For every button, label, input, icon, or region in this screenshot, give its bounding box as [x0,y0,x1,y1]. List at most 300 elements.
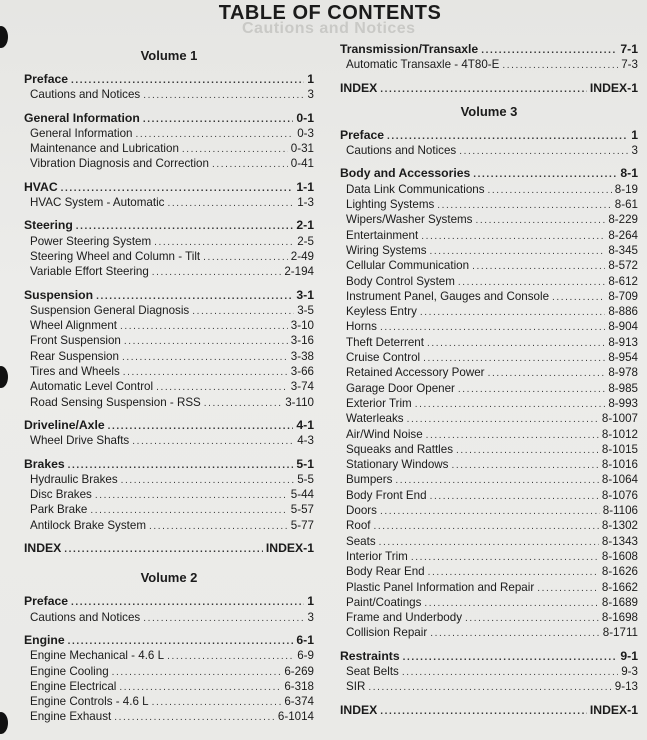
toc-label: SIR [346,680,366,694]
toc-entry [340,625,638,640]
toc-page-number: 5-5 [297,472,314,486]
volume-section [340,104,638,718]
toc-entry [340,427,638,442]
toc-entry [24,709,314,724]
toc-entry [340,396,638,411]
dot-leader [380,320,605,335]
toc-page-number: 6-1 [296,632,314,647]
toc-entry [24,502,314,517]
toc-label: General Information [30,126,133,140]
toc-label: Brakes [24,456,65,471]
toc-page-number: 2-194 [284,265,314,279]
toc-label: INDEX [24,541,62,556]
toc-page-number: INDEX-1 [589,80,638,95]
toc-entry [340,57,638,72]
toc-entry [340,182,638,197]
toc-label: INDEX [340,702,378,717]
toc-group [24,633,314,725]
toc-entry [24,664,314,679]
toc-entry [340,580,638,595]
toc-page-number: 3 [307,88,314,102]
toc-entry [340,442,638,457]
bleed-through-text: Cautions and Notices [242,20,416,37]
toc-label: Wiring Systems [346,243,427,257]
dot-leader [423,351,605,366]
toc-label: Wipers/Washer Systems [346,213,473,227]
toc-label: Engine Controls - 4.6 L [30,695,149,709]
toc-label: Retained Accessory Power [346,366,485,380]
toc-label: Garage Door Opener [346,381,455,395]
toc-entry [24,234,314,249]
toc-entry [24,249,314,264]
toc-label: Plastic Panel Information and Repair [346,580,535,594]
binder-hole [0,366,8,388]
dot-leader [112,665,282,680]
toc-page-number: 6-269 [284,664,314,678]
dot-leader [465,611,599,626]
toc-group [24,288,314,410]
toc-entry [340,411,638,426]
dot-leader [380,504,600,519]
dot-leader [472,259,605,274]
dot-leader [488,366,606,381]
toc-label: Hydraulic Brakes [30,472,118,486]
toc-entry [24,487,314,502]
toc-label: Engine Mechanical - 4.6 L [30,649,165,663]
toc-label: Antilock Brake System [30,518,146,532]
toc-label: Variable Effort Steering [30,265,149,279]
toc-page-number: INDEX-1 [265,541,314,556]
toc-group [340,128,638,159]
toc-label: Air/Wind Noise [346,427,423,441]
dot-leader [456,443,599,458]
toc-label: Maintenance and Lubrication [30,142,179,156]
toc-page-number: 8-345 [608,243,638,257]
toc-page-number: 8-61 [614,198,638,212]
toc-section-heading [24,633,314,648]
toc-page-number: 2-5 [297,234,314,248]
dot-leader [488,183,612,198]
toc-page-number: 4-3 [297,434,314,448]
dot-leader [387,129,628,144]
toc-page-number: 8-19 [614,182,638,196]
toc-page-number: 3-38 [290,349,314,363]
toc-label: Steering Wheel and Column - Tilt [30,249,201,263]
toc-group [24,418,314,449]
dot-leader [90,503,287,518]
dot-leader [437,198,611,213]
toc-section-heading [24,218,314,233]
toc-label: Cautions and Notices [346,144,457,158]
toc-group [340,703,638,718]
toc-page-number: 8-993 [608,396,638,410]
toc-entry [24,303,314,318]
dot-leader [430,626,600,641]
toc-section-heading [24,541,314,556]
toc-label: Suspension [24,287,94,302]
toc-label: Road Sensing Suspension - RSS [30,395,201,409]
toc-label: Waterleaks [346,412,404,426]
dot-leader [124,334,288,349]
toc-page-number: 0-31 [290,142,314,156]
dot-leader [143,112,294,127]
toc-group [24,594,314,625]
dot-leader [420,305,605,320]
toc-group [24,111,314,172]
dot-leader [152,695,282,710]
dot-leader [149,519,288,534]
dot-leader [68,458,294,473]
toc-page-number: 8-1064 [601,473,638,487]
volume-title: Volume 3 [460,103,518,119]
toc-entry [340,472,638,487]
binder-hole [0,26,8,48]
binder-hole [0,712,8,734]
toc-label: Cautions and Notices [30,88,141,102]
dot-leader [475,213,605,228]
toc-page-number: 8-1662 [601,580,638,594]
toc-page-number: 8-954 [608,351,638,365]
toc-label: Body Control System [346,274,455,288]
volume-title: Volume 1 [140,48,198,63]
toc-label: Tires and Wheels [30,365,120,379]
dot-leader [473,167,617,182]
toc-page-number: 1 [631,127,638,142]
toc-entry [24,648,314,663]
dot-leader [143,611,304,626]
toc-entry [24,318,314,333]
toc-group [24,541,314,556]
toc-page-number: 6-9 [297,649,314,663]
dot-leader [481,43,617,58]
toc-label: Suspension General Diagnosis [30,303,190,317]
dot-leader [411,550,599,565]
toc-entry [24,126,314,141]
toc-label: Wheel Alignment [30,319,117,333]
toc-label: Roof [346,519,371,533]
toc-entry [340,595,638,610]
toc-page-number: 3-110 [285,395,314,409]
toc-page-number: 8-1689 [601,595,638,609]
toc-entry [340,518,638,533]
dot-leader [458,382,605,397]
toc-entry [340,457,638,472]
toc-page-number: INDEX-1 [589,702,638,717]
toc-label: HVAC System - Automatic [30,196,165,210]
toc-entry [340,289,638,304]
dot-leader [212,157,288,172]
toc-page-number: 4-1 [296,417,314,432]
toc-page-number: 8-913 [608,335,638,349]
toc-label: Horns [346,320,377,334]
dot-leader [430,244,606,259]
toc-section-heading [24,418,314,433]
dot-leader [154,235,294,250]
toc-label: Frame and Underbody [346,611,462,625]
toc-entry [24,679,314,694]
toc-entry [340,365,638,380]
dot-leader [167,649,294,664]
toc-page-number: 6-1014 [277,710,314,724]
toc-page-number: 8-1016 [601,458,638,472]
dot-leader [426,428,599,443]
toc-page-number: 1-3 [297,196,314,210]
volume-title: Volume 2 [140,570,198,586]
toc-label: Doors [346,504,377,518]
toc-section-heading [24,288,314,303]
dot-leader [122,350,288,365]
toc-section-heading [340,42,638,57]
dot-leader [167,196,294,211]
toc-page-number: 8-264 [608,228,638,242]
toc-entry [340,679,638,694]
toc-page-number: 2-49 [290,249,314,263]
dot-leader [123,365,288,380]
toc-entry [24,87,314,102]
dot-leader [152,265,282,280]
dot-leader [61,181,294,196]
toc-group [24,218,314,279]
toc-page-number: 0-3 [297,126,314,140]
toc-label: Cautions and Notices [30,610,141,624]
toc-label: HVAC [24,179,58,194]
toc-section-heading [24,594,314,609]
toc-label: Seat Belts [346,664,399,678]
toc-label: Front Suspension [30,334,121,348]
toc-label: Paint/Coatings [346,595,422,609]
toc-entry [24,349,314,364]
page-title: TABLE OF CONTENTS [218,2,442,24]
toc-group [24,457,314,533]
toc-group [24,180,314,211]
toc-label: Preface [24,72,69,86]
toc-page-number: 8-229 [608,213,638,227]
toc-entry [340,534,638,549]
toc-label: Engine Electrical [30,679,117,693]
toc-page-number: 8-886 [608,305,638,319]
dot-leader [374,519,599,534]
volume-section [340,42,638,96]
toc-page-number: 1 [307,594,314,609]
toc-label: Collision Repair [346,626,428,640]
toc-entry [340,488,638,503]
toc-page-number: 9-13 [614,680,638,694]
toc-label: Body and Accessories [340,166,471,181]
dot-leader [192,304,294,319]
toc-page-number: 2-1 [296,218,314,233]
toc-entry [340,610,638,625]
toc-group [340,42,638,73]
toc-group [340,649,638,695]
dot-leader [114,710,275,725]
toc-page-number: 7-3 [621,58,638,72]
dot-leader [68,634,294,649]
dot-leader [132,434,294,449]
toc-page-number: 3-10 [290,319,314,333]
dot-leader [121,473,295,488]
toc-page-number: 8-904 [608,320,638,334]
left-column [24,48,314,733]
toc-page-number: 8-1015 [601,442,638,456]
dot-leader [203,250,288,265]
dot-leader [502,58,618,73]
toc-page-number: 8-612 [608,274,638,288]
toc-page-number: 3-66 [290,365,314,379]
toc-page-number: 1 [307,72,314,86]
dot-leader [380,704,587,719]
toc-label: General Information [24,110,140,125]
toc-page-number: 5-44 [290,488,314,502]
toc-page-number: 3 [307,610,314,624]
volume-section [24,570,314,724]
toc-page-number: 8-1626 [601,565,638,579]
toc-entry [24,156,314,171]
toc-page-number: 6-318 [284,679,314,693]
toc-section-heading [340,649,638,664]
dot-leader [380,82,587,97]
toc-entry [340,549,638,564]
toc-page-number: 1-1 [296,179,314,194]
toc-entry [340,304,638,319]
dot-leader [427,336,605,351]
toc-entry [24,610,314,625]
right-column [340,42,638,726]
toc-page-number: 8-1012 [601,427,638,441]
dot-leader [415,397,606,412]
toc-page-number: 5-57 [290,503,314,517]
dot-leader [108,419,294,434]
toc-entry [24,395,314,410]
toc-group [340,166,638,640]
toc-entry [340,335,638,350]
toc-label: Interior Trim [346,549,408,563]
toc-page-number: 9-1 [620,648,638,663]
toc-label: Transmission/Transaxle [340,42,479,56]
toc-page-number: 8-1711 [602,626,638,640]
toc-label: Automatic Transaxle - 4T80-E [346,58,500,72]
dot-leader [458,275,605,290]
dot-leader [407,412,599,427]
toc-entry [340,350,638,365]
toc-label: Preface [24,594,69,609]
toc-entry [340,274,638,289]
toc-label: Cruise Control [346,351,421,365]
toc-entry [340,258,638,273]
toc-label: Engine Exhaust [30,710,112,724]
toc-page-number: 8-978 [608,366,638,380]
toc-page-number: 8-1698 [601,611,638,625]
toc-page-number: 8-1 [620,166,638,181]
toc-label: Rear Suspension [30,349,119,363]
toc-label: Steering [24,218,73,233]
toc-label: Seats [346,534,376,548]
dot-leader [459,144,628,159]
dot-leader [379,535,599,550]
toc-label: Stationary Windows [346,458,449,472]
dot-leader [182,142,288,157]
toc-label: Body Front End [346,488,427,502]
dot-leader [402,665,618,680]
toc-entry [24,472,314,487]
toc-page-number: 3-74 [290,380,314,394]
toc-label: Preface [340,127,385,142]
toc-entry [24,364,314,379]
toc-section-heading [340,81,638,96]
toc-entry [24,379,314,394]
toc-group [340,81,638,96]
toc-label: Automatic Level Control [30,380,154,394]
toc-entry [340,243,638,258]
volume-section [24,48,314,556]
toc-entry [340,564,638,579]
toc-page-number: 8-572 [608,259,638,273]
toc-label: INDEX [340,80,378,95]
toc-label: Entertainment [346,228,419,242]
toc-label: Instrument Panel, Gauges and Console [346,289,550,303]
toc-entry [24,433,314,448]
dot-leader [421,229,605,244]
toc-entry [340,212,638,227]
toc-label: Exterior Trim [346,396,412,410]
toc-page-number: 3-5 [297,303,314,317]
dot-leader [119,680,281,695]
toc-section-heading [340,703,638,718]
toc-label: Squeaks and Rattles [346,442,453,456]
toc-entry [340,228,638,243]
toc-label: Engine [24,632,65,647]
toc-label: Body Rear End [346,565,425,579]
toc-page-number: 8-1106 [602,504,638,518]
toc-section-heading [24,457,314,472]
toc-entry [340,143,638,158]
dot-leader [428,565,599,580]
toc-label: Theft Deterrent [346,335,424,349]
toc-label: Vibration Diagnosis and Correction [30,157,209,171]
toc-label: Wheel Drive Shafts [30,434,130,448]
toc-entry [24,518,314,533]
dot-leader [537,581,599,596]
toc-page-number: 8-1007 [601,412,638,426]
dot-leader [96,289,293,304]
toc-section-heading [24,180,314,195]
toc-page-number: 5-1 [296,456,314,471]
dot-leader [204,396,282,411]
dot-leader [552,290,605,305]
toc-entry [340,503,638,518]
dot-leader [451,458,598,473]
toc-entry [24,141,314,156]
toc-label: Lighting Systems [346,198,435,212]
dot-leader [76,219,294,234]
toc-label: Keyless Entry [346,305,417,319]
dot-leader [430,489,599,504]
toc-page-number: 8-985 [608,381,638,395]
toc-label: Park Brake [30,503,88,517]
toc-label: Bumpers [346,473,393,487]
dot-leader [71,595,304,610]
toc-page-number: 5-77 [290,518,314,532]
dot-leader [71,73,304,88]
toc-page-number: 0-41 [290,157,314,171]
dot-leader [424,596,598,611]
toc-label: Disc Brakes [30,488,92,502]
dot-leader [64,542,263,557]
toc-label: Cellular Communication [346,259,470,273]
toc-label: Data Link Communications [346,182,485,196]
toc-entry [24,264,314,279]
dot-leader [156,380,288,395]
dot-leader [395,473,598,488]
